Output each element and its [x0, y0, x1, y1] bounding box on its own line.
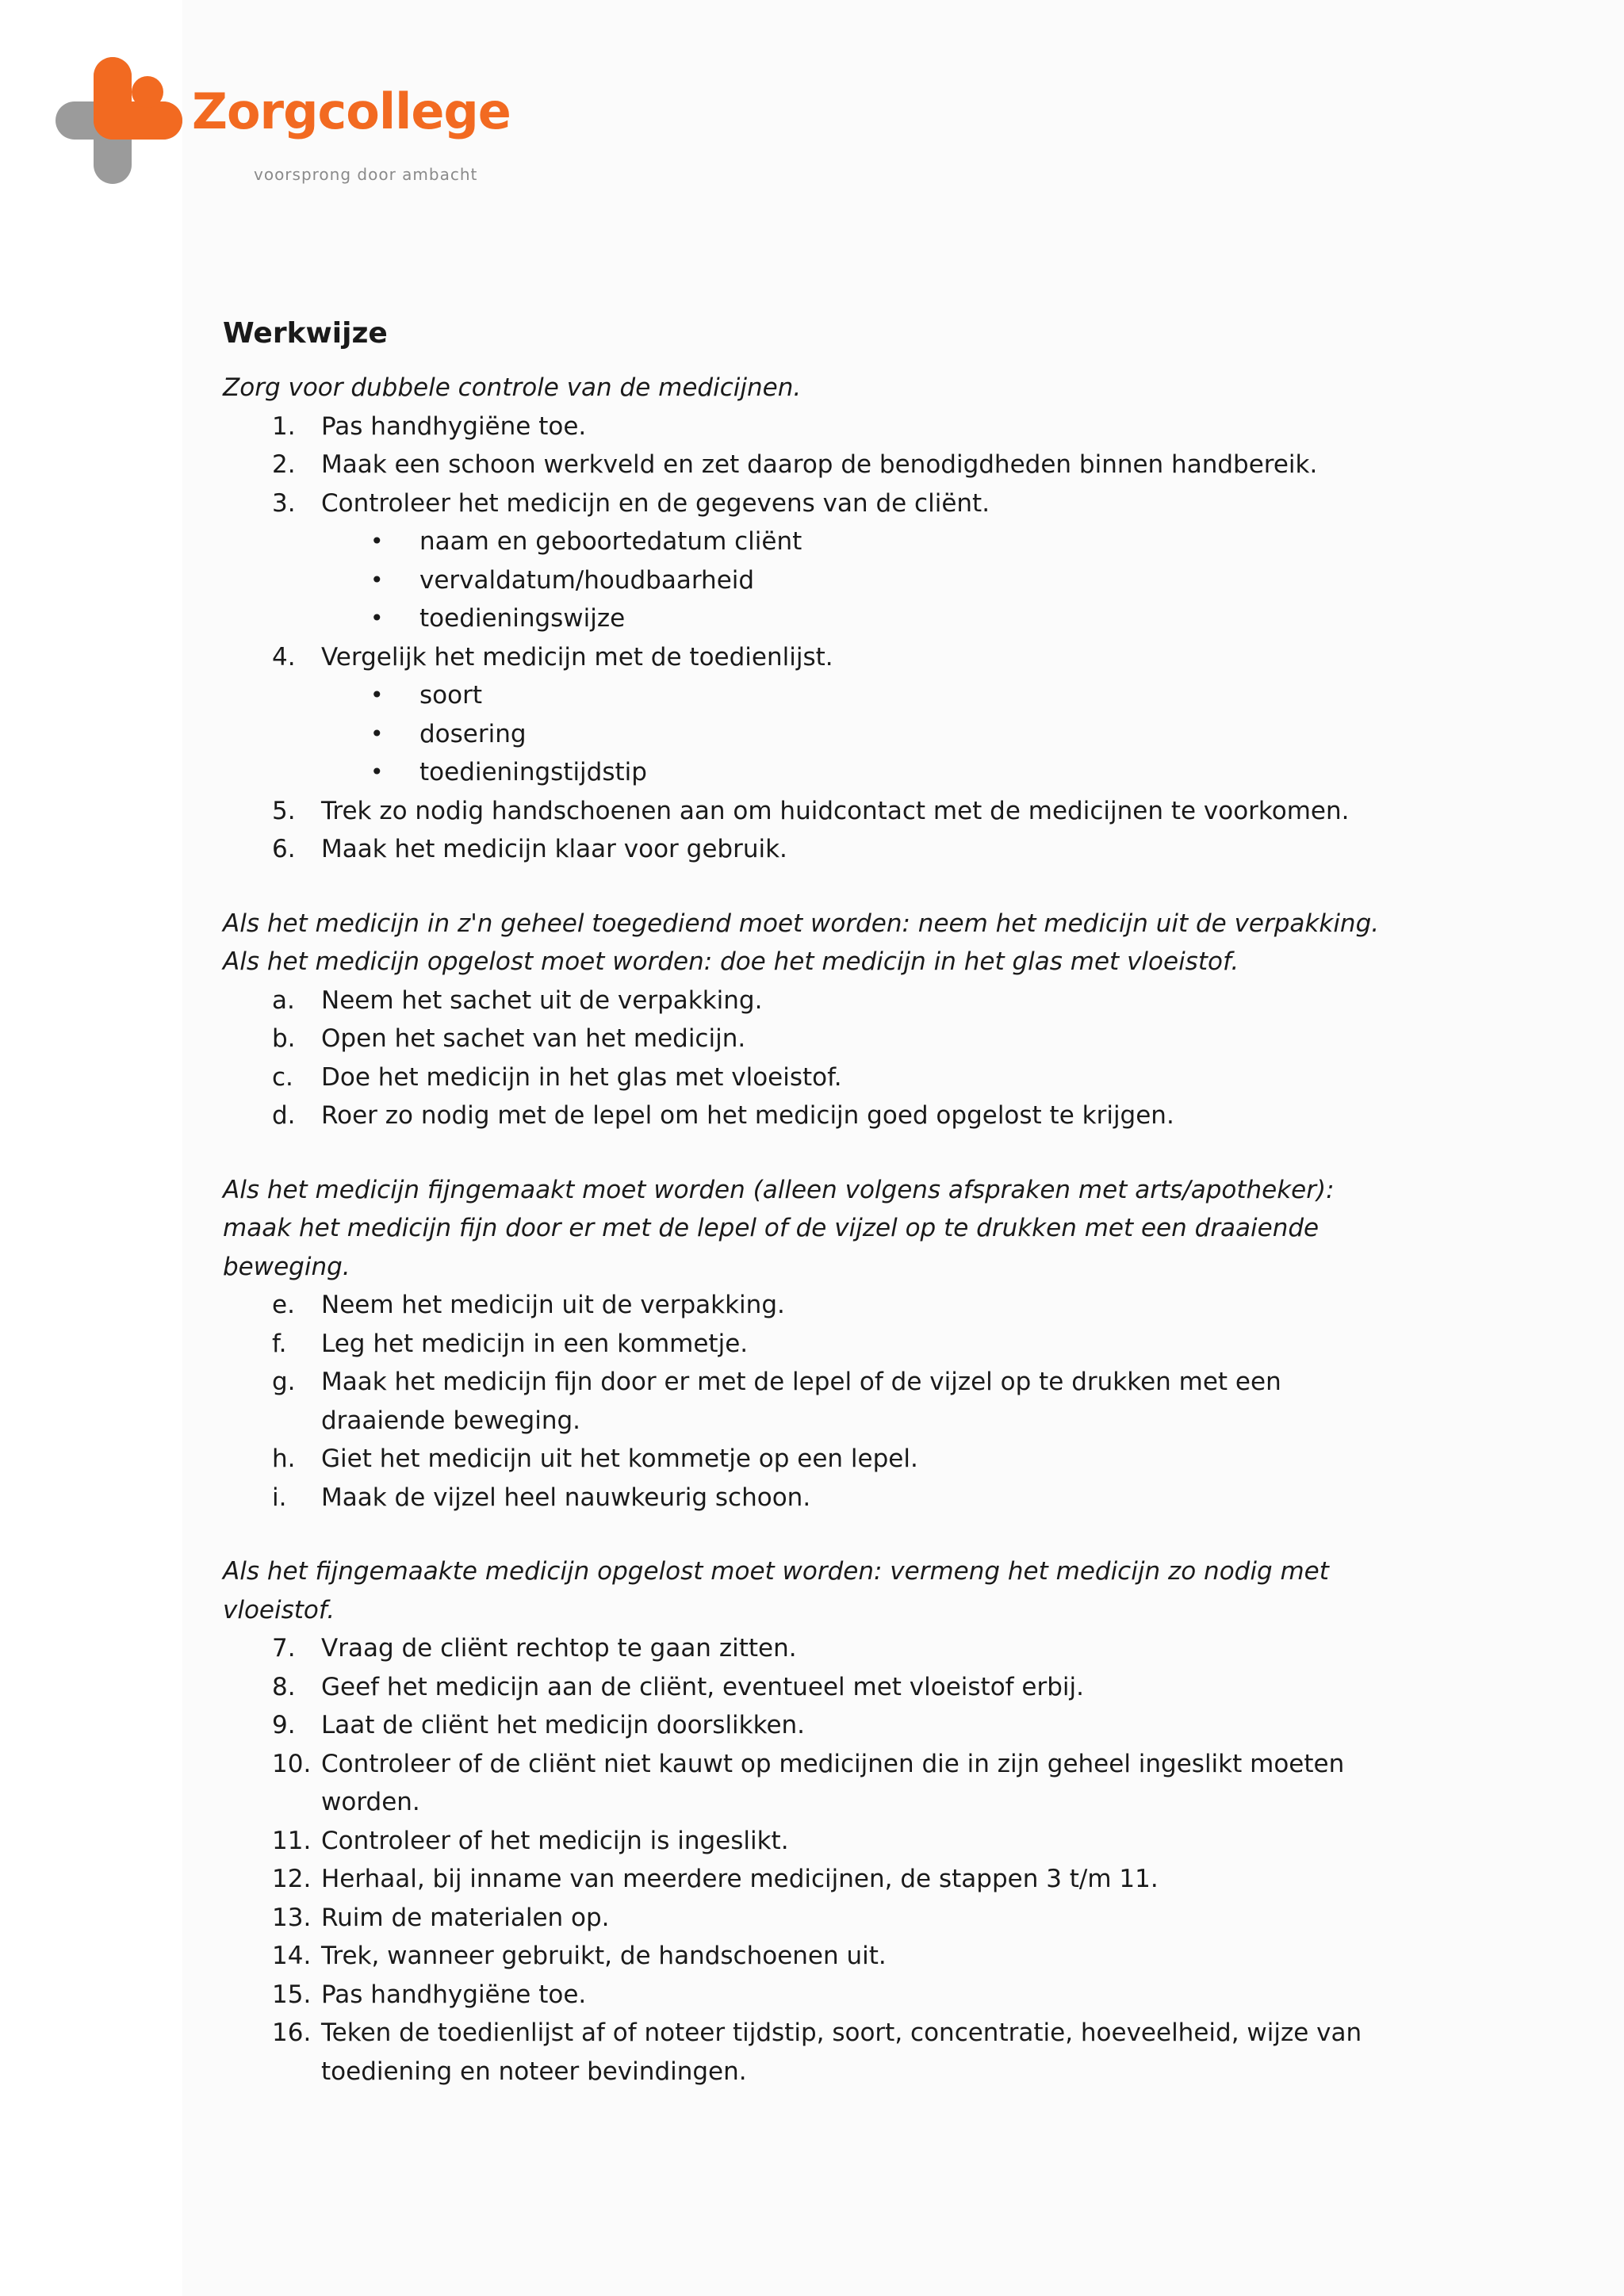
list-text: Herhaal, bij inname van meerdere medicijnen, de stappen 3 t/m 11. [321, 1865, 1159, 1893]
list-marker: h. [272, 1445, 296, 1473]
bullet-item [223, 676, 1396, 715]
list-text: Maak het medicijn klaar voor gebruik. [321, 835, 787, 863]
list-item [223, 1706, 1396, 1745]
bullet-icon: • [370, 605, 384, 631]
list-item [223, 1899, 1396, 1938]
list-text: Geef het medicijn aan de cliënt, eventueel met vloeistof erbij. [321, 1672, 1084, 1701]
list-item [223, 1020, 1396, 1058]
list-text: Vraag de cliënt rechtop te gaan zitten. [321, 1634, 797, 1663]
list-marker: 1. [272, 411, 296, 441]
section-heading: Werkwijze [223, 317, 388, 350]
list-item [223, 1937, 1396, 1976]
list-text: Controleer het medicijn en de gegevens van de cliënt. [321, 488, 990, 518]
document-body [223, 313, 1396, 2091]
list-marker: 8. [272, 1672, 296, 1701]
list-marker: 4. [272, 642, 296, 672]
bullet-item [223, 753, 1396, 792]
list-marker: 10. [272, 1749, 312, 1778]
list-marker: b. [272, 1024, 296, 1053]
list-marker: 13. [272, 1903, 312, 1932]
note-whole: Als het medicijn in z'n geheel toegediend moet worden: neem het medicijn uit de verpakking. [223, 909, 1380, 938]
spacer [223, 869, 1396, 905]
list-item [223, 1325, 1396, 1364]
list-text: Laat de cliënt het medicijn doorslikken. [321, 1711, 806, 1739]
list-text: Neem het sachet uit de verpakking. [321, 985, 763, 1015]
steps-4 [223, 638, 1396, 677]
list-item [223, 446, 1396, 484]
list-item [223, 1058, 1396, 1097]
bullet-icon: • [370, 566, 384, 593]
note-crushed-dissolved: Als het fijngemaakte medicijn opgelost moet worden: vermeng het medicijn zo nodig met vloeistof. [223, 1557, 1329, 1624]
list-text: Maak een schoon werkveld en zet daarop de benodigdheden binnen handbereik. [321, 450, 1318, 479]
list-marker: e. [272, 1291, 295, 1319]
intro-text: Zorg voor dubbele controle van de medicijnen. [223, 373, 802, 402]
list-item [223, 982, 1396, 1020]
list-marker: 2. [272, 450, 296, 479]
list-marker: g. [272, 1368, 296, 1396]
list-item [223, 792, 1396, 831]
list-marker: d. [272, 1101, 296, 1130]
list-marker: 12. [272, 1865, 312, 1893]
list-text: Leg het medicijn in een kommetje. [321, 1329, 749, 1358]
list-marker: i. [272, 1483, 287, 1512]
list-text: Trek, wanneer gebruikt, de handschoenen uit. [321, 1942, 887, 1970]
list-text: Ruim de materialen op. [321, 1903, 610, 1932]
bullet-item [223, 561, 1396, 600]
list-text: Pas handhygiëne toe. [321, 411, 587, 441]
bullet-text: naam en geboortedatum cliënt [419, 527, 802, 556]
spacer [223, 1517, 1396, 1552]
bullet-icon: • [370, 759, 384, 785]
list-marker: 11. [272, 1826, 312, 1855]
list-marker: 7. [272, 1634, 296, 1663]
list-item [223, 1363, 1396, 1440]
list-item [223, 638, 1396, 677]
bullets-step-4 [223, 676, 1396, 792]
list-item [223, 1479, 1396, 1517]
list-item [223, 1629, 1396, 1668]
bullet-icon: • [370, 528, 384, 554]
list-item [223, 1286, 1396, 1325]
logo-tagline: voorsprong door ambacht [254, 165, 478, 184]
list-text: Open het sachet van het medicijn. [321, 1024, 746, 1053]
list-text: Teken de toedienlijst af of noteer tijdstip, soort, concentratie, hoeveelheid, wijze van toediening en noteer bevindingen. [321, 2019, 1362, 2086]
list-item [223, 1976, 1396, 2015]
list-marker: 6. [272, 835, 296, 863]
note-crushed: Als het medicijn fijngemaakt moet worden (alleen volgens afspraken met arts/apotheker): maak het medicijn fijn door er met de lepel of de vijzel op te drukken met een draaiende beweging. [223, 1175, 1335, 1281]
list-text: Vergelijk het medicijn met de toedienlijst. [321, 642, 833, 672]
zorgcollege-logo [56, 57, 511, 192]
list-marker: 15. [272, 1980, 312, 2009]
bullet-text: soort [419, 681, 482, 710]
steps-1-6 [223, 408, 1396, 523]
list-marker: f. [272, 1329, 287, 1358]
bullet-text: toedieningswijze [419, 604, 626, 633]
bullet-icon: • [370, 720, 384, 747]
list-item [223, 1745, 1396, 1822]
steps-a-d [223, 982, 1396, 1135]
list-item [223, 1822, 1396, 1861]
note-dissolved: Als het medicijn opgelost moet worden: doe het medicijn in het glas met vloeistof. [223, 947, 1239, 976]
list-marker: 9. [272, 1711, 296, 1739]
list-item [223, 1440, 1396, 1479]
list-text: Maak de vijzel heel nauwkeurig schoon. [321, 1483, 811, 1512]
list-item [223, 830, 1396, 869]
list-item [223, 408, 1396, 446]
bullet-item [223, 599, 1396, 638]
list-text: Trek zo nodig handschoenen aan om huidcontact met de medicijnen te voorkomen. [321, 796, 1350, 825]
spacer [223, 1135, 1396, 1171]
list-item [223, 1860, 1396, 1899]
list-text: Controleer of het medicijn is ingeslikt. [321, 1826, 789, 1855]
list-item [223, 2014, 1396, 2091]
list-marker: 14. [272, 1942, 312, 1970]
list-marker: 3. [272, 488, 296, 518]
list-text: Controleer of de cliënt niet kauwt op medicijnen die in zijn geheel ingeslikt moeten worden. [321, 1749, 1345, 1816]
list-text: Doe het medicijn in het glas met vloeistof. [321, 1062, 842, 1092]
bullet-text: vervaldatum/houdbaarheid [419, 565, 755, 595]
list-text: Maak het medicijn fijn door er met de lepel of de vijzel op te drukken met een draaiende beweging. [321, 1368, 1281, 1435]
steps-7-16 [223, 1629, 1396, 2091]
list-item [223, 1096, 1396, 1135]
list-item [223, 1668, 1396, 1707]
list-marker: a. [272, 985, 295, 1015]
list-item [223, 484, 1396, 523]
list-text: Neem het medicijn uit de verpakking. [321, 1291, 785, 1319]
steps-e-i [223, 1286, 1396, 1517]
list-marker: 16. [272, 2019, 312, 2047]
list-marker: c. [272, 1062, 293, 1092]
bullet-icon: • [370, 682, 384, 708]
list-text: Roer zo nodig met de lepel om het medicijn goed opgelost te krijgen. [321, 1101, 1174, 1130]
logo-name: Zorgcollege [192, 82, 511, 140]
bullet-item [223, 715, 1396, 754]
bullet-text: dosering [419, 719, 527, 748]
steps-5-6 [223, 792, 1396, 869]
list-text: Giet het medicijn uit het kommetje op een lepel. [321, 1445, 918, 1473]
bullet-item [223, 522, 1396, 561]
list-marker: 5. [272, 796, 296, 825]
list-text: Pas handhygiëne toe. [321, 1980, 587, 2009]
bullets-step-3 [223, 522, 1396, 638]
bullet-text: toedieningstijdstip [419, 758, 647, 786]
cross-logo-icon [56, 57, 190, 192]
